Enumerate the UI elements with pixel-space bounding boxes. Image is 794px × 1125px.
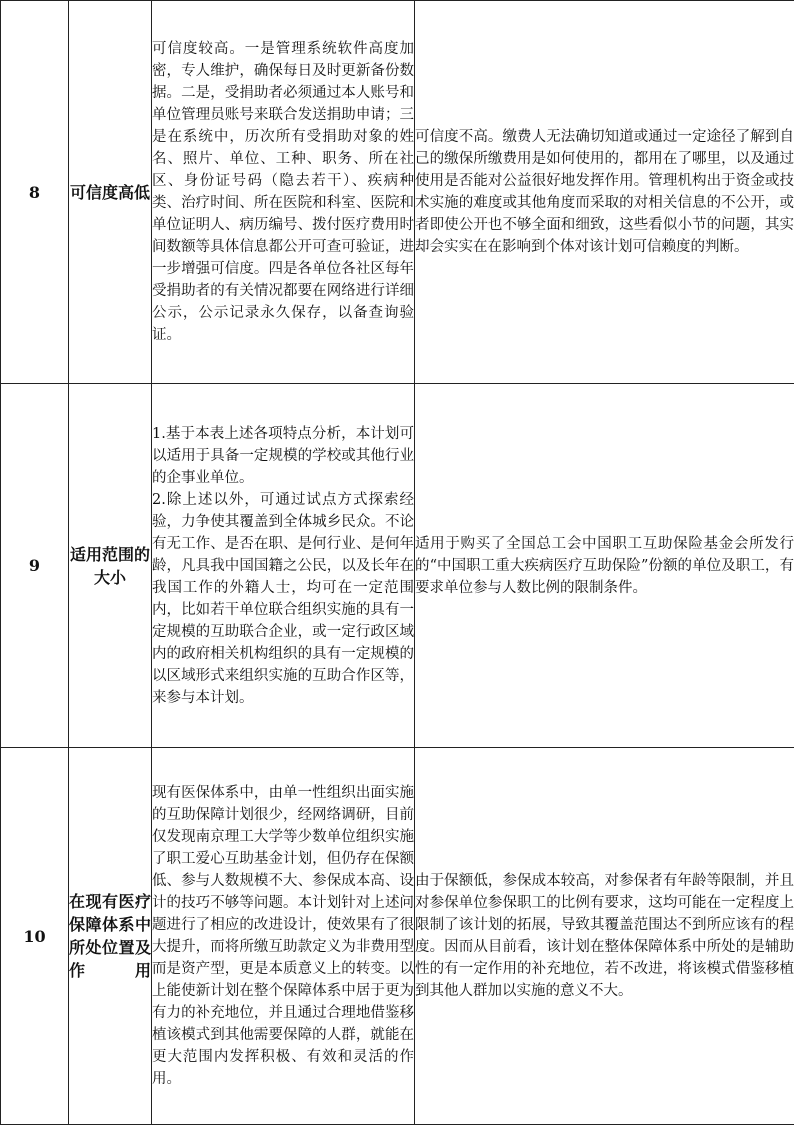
table-row bbox=[1, 384, 794, 748]
table-row bbox=[1, 1, 794, 384]
row-item: 在现有医疗保障体系中所处位置及作用 bbox=[69, 748, 152, 1125]
other-plan-description: 适用于购买了全国总工会中国职工互助保险基金会所发行的“中国职工重大疾病医疗互助保险”份额的单位及职工，有要求单位参与人数比例的限制条件。 bbox=[415, 384, 794, 748]
row-number: 9 bbox=[1, 384, 69, 748]
table-row bbox=[1, 748, 794, 1125]
row-item: 可信度高低 bbox=[69, 1, 152, 384]
plan-paragraph-1: 1.基于本表上述各项特点分析，本计划可以适用于具备一定规模的学校或其他行业的企事业单位。 bbox=[152, 423, 414, 489]
row-item: 适用范围的大小 bbox=[69, 384, 152, 748]
plan-description: 可信度较高。一是管理系统软件高度加密，专人维护，确保每日及时更新备份数据。二是，受捐助者必须通过本人账号和单位管理员账号来联合发送捐助申请；三是在系统中，历次所有受捐助对象的姓名、照片、单位、工种、职务、所在社区、身份证号码（隐去若干）、疾病种类、治疗时间、所在医院和科室、医院和单位证明人、病历编号、拨付医疗费用时间数额等具体信息都公开可查可验证，进一步增强可信度。四是各单位各社区每年受捐助者的有关情况都要在网络进行详细公示，公示记录永久保存，以备查询验证。 bbox=[152, 1, 415, 384]
row-number: 8 bbox=[1, 1, 69, 384]
other-plan-description: 可信度不高。缴费人无法确切知道或通过一定途径了解到自己的缴保所缴费用是如何使用的，都用在了哪里，以及通过使用是否能对公益很好地发挥作用。管理机构出于资金或技术实施的难度或其他角度而采取的对相关信息的不公开，或者即使公开也不够全面和细致，这些看似小节的问题，其实却会实实在在影响到个体对该计划可信赖度的判断。 bbox=[415, 1, 794, 384]
other-plan-description: 由于保额低，参保成本较高，对参保者有年龄等限制，并且对参保单位参保职工的比例有要求，这均可能在一定程度上限制了该计划的拓展，导致其覆盖范围达不到所应该有的程度。因而从目前看，该计划在整体保障体系中所处的是辅助性的有一定作用的补充地位，若不改进，将该模式借鉴移植到其他人群加以实施的意义不大。 bbox=[415, 748, 794, 1125]
plan-paragraph-2: 2.除上述以外，可通过试点方式探索经验，力争使其覆盖到全体城乡民众。不论有无工作、是否在职、是何行业、是何年龄，凡具我中国国籍之公民，以及长年在我国工作的外籍人士，均可在一定范围内，比如若干单位联合组织实施的具有一定规模的互助联合企业，或一定行政区域内的政府相关机构组织的具有一定规模的以区域形式来组织实施的互助合作区等，来参与本计划。 bbox=[152, 489, 414, 709]
plan-description: 现有医保体系中，由单一性组织出面实施的互助保障计划很少，经网络调研，目前仅发现南京理工大学等少数单位组织实施了职工爱心互助基金计划，但仍存在保额低、参与人数规模不大、参保成本高、设计的技巧不够等问题。本计划针对上述问题进行了相应的改进设计，使效果有了很大提升，而将所缴互助款定义为非费用型而是资产型，更是本质意义上的转变。以上能使新计划在整个保障体系中居于更为有力的补充地位，并且通过合理地借鉴移植该模式到其他需要保障的人群，就能在更大范围内发挥积极、有效和灵活的作用。 bbox=[152, 748, 415, 1125]
plan-description bbox=[152, 384, 415, 748]
row-number: 10 bbox=[1, 748, 69, 1125]
